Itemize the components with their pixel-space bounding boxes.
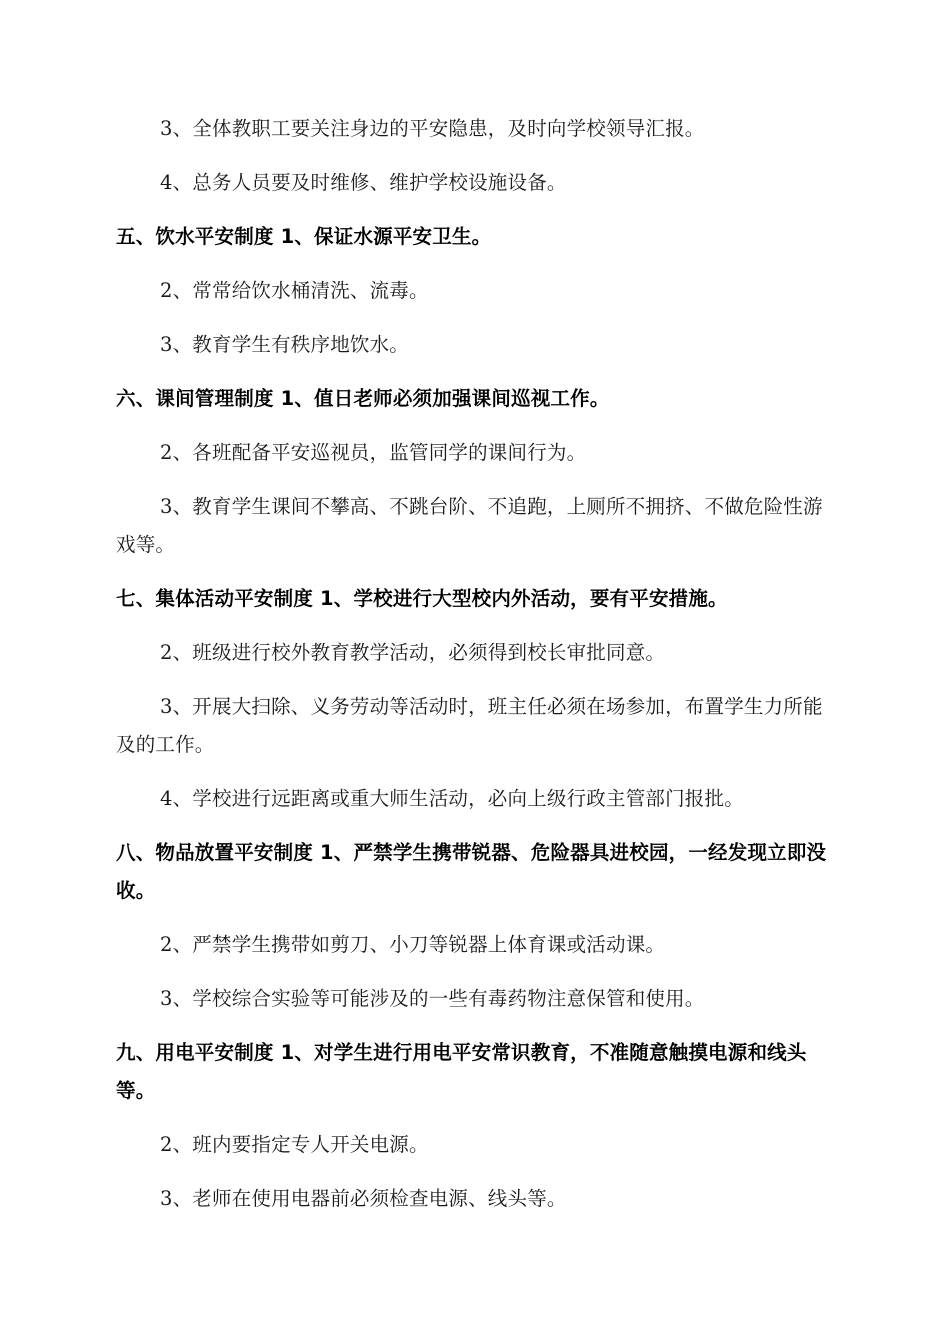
paragraph-item: 3、全体教职工要关注身边的平安隐患，及时向学校领导汇报。 xyxy=(160,117,705,140)
section-heading: 六、课间管理制度 1、值日老师必须加强课间巡视工作。 xyxy=(116,387,610,410)
paragraph-item: 3、开展大扫除、义务劳动等活动时，班主任必须在场参加，布置学生力所能及的工作。 xyxy=(116,695,823,756)
paragraph-item: 3、老师在使用电器前必须检查电源、线头等。 xyxy=(160,1187,567,1210)
paragraph-item: 2、班级进行校外教育教学活动，必须得到校长审批同意。 xyxy=(160,641,666,664)
paragraph-item: 4、总务人员要及时维修、维护学校设施设备。 xyxy=(160,171,567,194)
paragraph-item: 4、学校进行远距离或重大师生活动，必向上级行政主管部门报批。 xyxy=(160,787,744,810)
paragraph-item: 2、常常给饮水桶清洗、流毒。 xyxy=(160,279,429,302)
paragraph-item: 2、严禁学生携带如剪刀、小刀等锐器上体育课或活动课。 xyxy=(160,933,666,956)
paragraph-item: 2、各班配备平安巡视员，监管同学的课间行为。 xyxy=(160,441,587,464)
document-body xyxy=(116,110,832,1234)
section-heading: 七、集体活动平安制度 1、学校进行大型校内外活动，要有平安措施。 xyxy=(116,587,728,610)
paragraph-item: 3、学校综合实验等可能涉及的一些有毒药物注意保管和使用。 xyxy=(160,987,705,1010)
paragraph-item: 3、教育学生课间不攀高、不跳台阶、不追跑，上厕所不拥挤、不做危险性游戏等。 xyxy=(116,495,823,556)
paragraph-item: 2、班内要指定专人开关电源。 xyxy=(160,1133,429,1156)
section-heading: 五、饮水平安制度 1、保证水源平安卫生。 xyxy=(116,225,492,248)
section-heading: 八、物品放置平安制度 1、严禁学生携带锐器、危险器具进校园，一经发现立即没收。 xyxy=(116,841,827,902)
section-heading: 九、用电平安制度 1、对学生进行用电平安常识教育，不准随意触摸电源和线头等。 xyxy=(116,1041,807,1102)
paragraph-item: 3、教育学生有秩序地饮水。 xyxy=(160,333,410,356)
